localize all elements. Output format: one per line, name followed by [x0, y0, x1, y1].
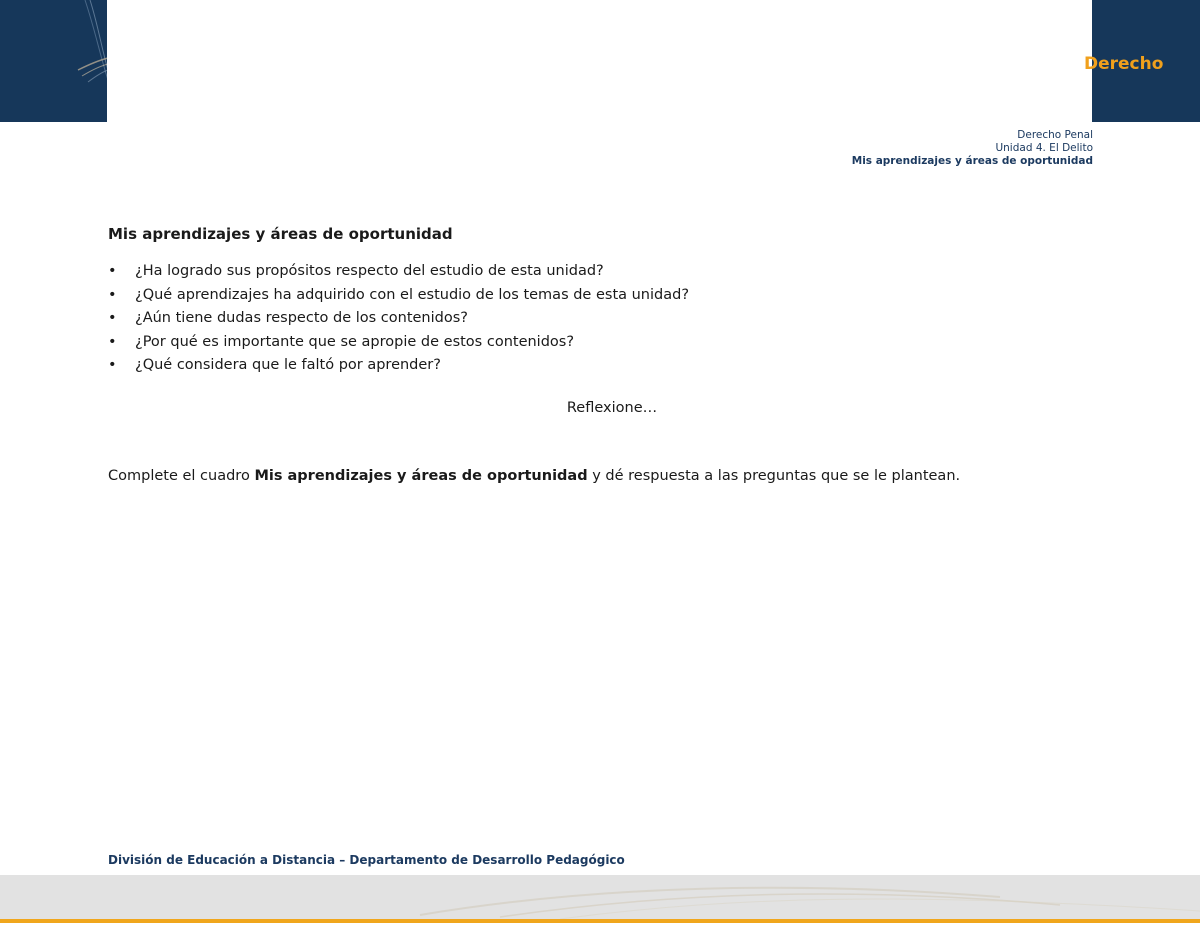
- question-list: [108, 260, 1098, 378]
- question-text: ¿Qué considera que le faltó por aprender?: [135, 357, 441, 373]
- bullet-icon: •: [108, 286, 117, 303]
- instruction-before: Complete el cuadro: [108, 467, 255, 484]
- question-text: ¿Por qué es importante que se apropie de estos contenidos?: [135, 333, 575, 350]
- bullet-icon: •: [108, 310, 117, 326]
- list-item: [108, 260, 1098, 284]
- banner-wave-graphic: [0, 0, 110, 122]
- bullet-icon: •: [108, 263, 117, 279]
- footer-band: [0, 875, 1200, 919]
- instruction-paragraph: [108, 468, 1098, 484]
- list-item: [108, 354, 1098, 378]
- running-header-course: Derecho Penal: [1017, 129, 1093, 141]
- bullet-icon: •: [108, 357, 117, 373]
- instruction-bold: Mis aprendizajes y áreas de oportunidad: [254, 467, 588, 484]
- instruction-after: y dé respuesta a las preguntas que se le plantean.: [587, 467, 961, 484]
- banner-brand-text: Derecho: [1084, 54, 1164, 74]
- question-text: ¿Qué aprendizajes ha adquirido con el estudio de los temas de esta unidad?: [135, 286, 690, 303]
- section-title: Mis aprendizajes y áreas de oportunidad: [108, 225, 453, 243]
- header-banner: [0, 0, 1200, 122]
- footer-accent-line: [0, 919, 1200, 923]
- list-item: [108, 331, 1098, 355]
- list-item: [108, 307, 1098, 331]
- main-content: [108, 222, 1098, 484]
- running-header: [852, 129, 1093, 168]
- footer-text: División de Educación a Distancia – Departamento de Desarrollo Pedagógico: [108, 853, 625, 867]
- running-header-unit: Unidad 4. El Delito: [995, 142, 1093, 154]
- question-text: ¿Aún tiene dudas respecto de los contenidos?: [135, 310, 468, 326]
- question-text: ¿Ha logrado sus propósitos respecto del estudio de esta unidad?: [135, 263, 604, 279]
- reflect-prompt: Reflexione…: [566, 399, 658, 416]
- running-header-section: Mis aprendizajes y áreas de oportunidad: [851, 155, 1093, 167]
- footer-wave-graphic: [0, 875, 1200, 919]
- list-item: [108, 284, 1098, 308]
- banner-white-panel: [107, 0, 1092, 122]
- bullet-icon: •: [108, 333, 117, 350]
